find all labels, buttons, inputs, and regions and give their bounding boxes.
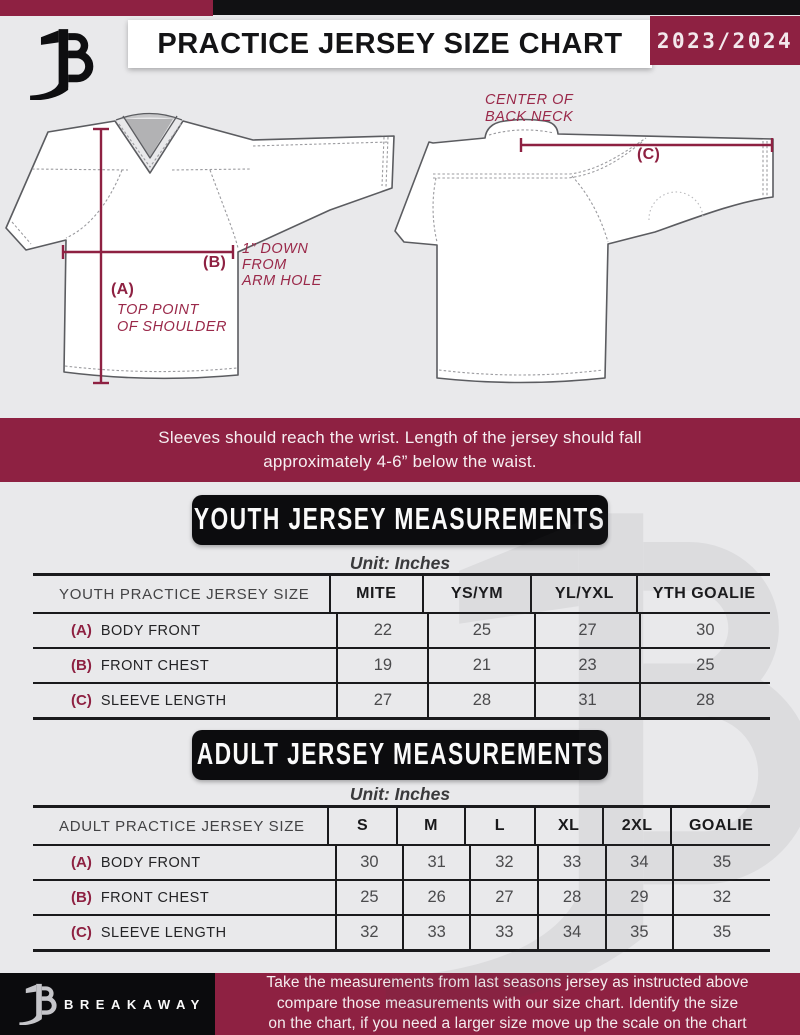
table-row (33, 682, 770, 717)
cell-value: 28 (427, 684, 534, 717)
table-row (33, 879, 770, 914)
adult-col-label: ADULT PRACTICE JERSEY SIZE (59, 817, 305, 835)
cell-value: 28 (537, 881, 604, 914)
adult-unit-label: Unit: Inches (349, 784, 451, 804)
row-label: SLEEVE LENGTH (100, 692, 227, 709)
youth-table-header-row (33, 576, 770, 612)
adult-section-banner (192, 730, 608, 780)
adult-col-goalie: GOALIE (670, 808, 770, 844)
page-title: PRACTICE JERSEY SIZE CHART (128, 20, 652, 68)
cell-value: 19 (336, 649, 427, 682)
label-c-text: CENTER OF BACK NECK (485, 92, 574, 125)
adult-col-xl: XL (534, 808, 602, 844)
cell-value: 32 (335, 916, 402, 949)
row-label: FRONT CHEST (100, 657, 210, 674)
cell-value: 35 (672, 916, 770, 949)
cell-value: 33 (402, 916, 469, 949)
youth-size-table (33, 573, 770, 720)
cell-value: 22 (336, 614, 427, 647)
table-row (33, 647, 770, 682)
youth-section-banner (192, 495, 608, 545)
cell-value: 32 (672, 881, 770, 914)
youth-banner-text: YOUTH JERSEY MEASUREMENTS (194, 502, 606, 537)
cell-value: 31 (402, 846, 469, 879)
jersey-back-illustration (395, 120, 773, 383)
footer-instructions (215, 973, 800, 1035)
footer-line2: compare those measurements with our size chart. Identify the size (276, 994, 739, 1012)
table-row (33, 844, 770, 879)
cell-value: 35 (672, 846, 770, 879)
youth-col-mite: MITE (329, 576, 422, 612)
footer-brand-name: BREAKAWAY (64, 996, 206, 1012)
row-tag: (A) (71, 622, 92, 639)
cell-value: 27 (469, 881, 537, 914)
cell-value: 27 (336, 684, 427, 717)
footer-line1: Take the measurements from last seasons jersey as instructed above (266, 974, 749, 992)
row-label: BODY FRONT (100, 854, 201, 871)
label-b-tag: (B) (203, 254, 227, 271)
top-strip-maroon (0, 0, 213, 16)
table-row (33, 612, 770, 647)
cell-value: 23 (534, 649, 638, 682)
jersey-diagram (0, 70, 800, 418)
cell-value: 25 (427, 614, 534, 647)
adult-col-l: L (464, 808, 533, 844)
table-row (33, 914, 770, 949)
youth-col-goalie: YTH GOALIE (636, 576, 770, 612)
cell-value: 33 (469, 916, 537, 949)
label-b-text: 1” DOWN FROM ARM HOLE (242, 241, 322, 289)
cell-value: 33 (537, 846, 604, 879)
adult-table-header-row (33, 808, 770, 844)
label-a-text: TOP POINT OF SHOULDER (117, 302, 227, 335)
season-badge: 2023/2024 (650, 16, 800, 65)
youth-unit-label: Unit: Inches (349, 553, 451, 573)
cell-value: 35 (605, 916, 672, 949)
cell-value: 29 (605, 881, 672, 914)
footer-line3: on the chart, if you need a larger size move up the scale on the chart (268, 1015, 747, 1033)
label-a-tag: (A) (111, 281, 135, 298)
top-strip-black (213, 0, 800, 15)
adult-banner-text: ADULT JERSEY MEASUREMENTS (196, 737, 604, 772)
row-tag: (B) (71, 657, 92, 674)
cell-value: 30 (639, 614, 770, 647)
fit-note-banner (0, 418, 800, 482)
row-tag: (B) (71, 889, 92, 906)
youth-col-ysym: YS/YM (422, 576, 531, 612)
youth-col-label: YOUTH PRACTICE JERSEY SIZE (59, 585, 310, 603)
fit-note-line1: Sleeves should reach the wrist. Length of the jersey should fall (158, 428, 642, 447)
adult-col-m: M (396, 808, 464, 844)
adult-size-table (33, 805, 770, 952)
adult-col-s: S (327, 808, 395, 844)
cell-value: 32 (469, 846, 537, 879)
cell-value: 30 (335, 846, 402, 879)
row-tag: (C) (71, 692, 92, 709)
cell-value: 25 (639, 649, 770, 682)
youth-col-ylyxl: YL/YXL (530, 576, 636, 612)
cell-value: 21 (427, 649, 534, 682)
row-label: FRONT CHEST (100, 889, 210, 906)
breakaway-footer-logo-icon (17, 981, 57, 1025)
adult-col-2xl: 2XL (602, 808, 670, 844)
cell-value: 34 (537, 916, 604, 949)
cell-value: 26 (402, 881, 469, 914)
row-label: SLEEVE LENGTH (100, 924, 227, 941)
fit-note-line2: approximately 4-6” below the waist. (263, 452, 537, 471)
row-tag: (C) (71, 924, 92, 941)
cell-value: 34 (605, 846, 672, 879)
row-tag: (A) (71, 854, 92, 871)
cell-value: 27 (534, 614, 638, 647)
cell-value: 28 (639, 684, 770, 717)
row-label: BODY FRONT (100, 622, 201, 639)
cell-value: 31 (534, 684, 638, 717)
label-c-tag: (C) (637, 146, 661, 163)
cell-value: 25 (335, 881, 402, 914)
